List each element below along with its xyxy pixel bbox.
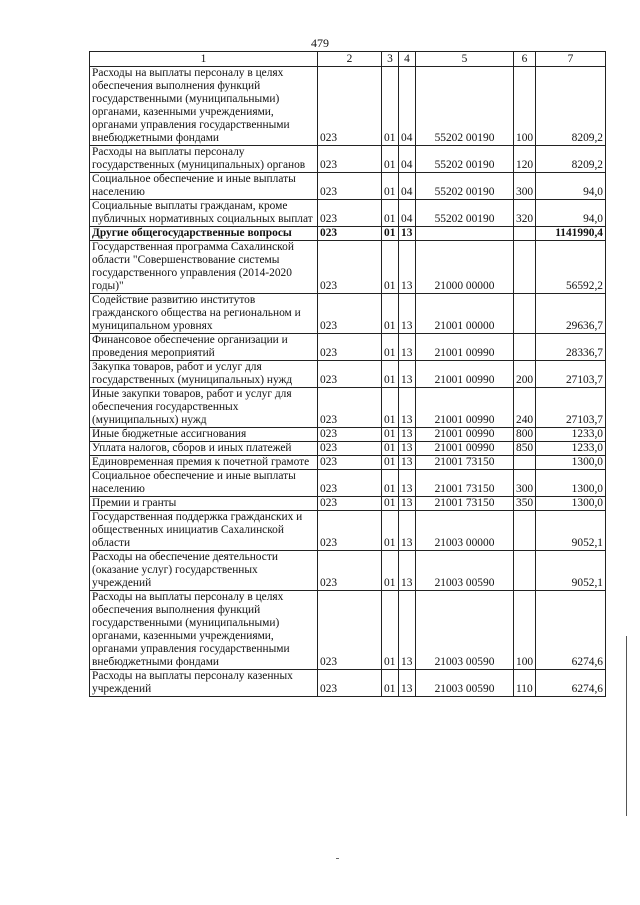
row-subsection-cell: 13 <box>399 551 416 591</box>
row-subsection-cell: 13 <box>399 388 416 428</box>
row-target-article-cell: 21001 00990 <box>416 361 514 388</box>
row-name-cell: Уплата налогов, сборов и иных платежей <box>90 442 318 456</box>
row-subsection-cell: 04 <box>399 146 416 173</box>
header-col-3: 3 <box>382 52 399 67</box>
row-ministry-code-cell: 023 <box>318 442 382 456</box>
row-amount-cell: 6274,6 <box>536 591 606 670</box>
row-target-article-cell <box>416 227 514 241</box>
table-row <box>90 591 606 670</box>
row-name-cell: Премии и гранты <box>90 497 318 511</box>
row-expense-type-cell: 850 <box>514 442 536 456</box>
row-ministry-code-cell: 023 <box>318 591 382 670</box>
row-ministry-code-cell: 023 <box>318 456 382 470</box>
row-expense-type-cell <box>514 334 536 361</box>
row-name-cell: Иные бюджетные ассигнования <box>90 428 318 442</box>
table-row <box>90 456 606 470</box>
row-target-article-cell: 21001 73150 <box>416 456 514 470</box>
header-col-6: 6 <box>514 52 536 67</box>
row-name-cell: Содействие развитию институтов гражданского общества на региональном и муниципальном уровнях <box>90 294 318 334</box>
row-amount-cell: 1300,0 <box>536 497 606 511</box>
row-target-article-cell: 21000 00000 <box>416 241 514 294</box>
header-col-1: 1 <box>90 52 318 67</box>
row-amount-cell: 94,0 <box>536 173 606 200</box>
row-name-cell: Государственная поддержка гражданских и общественных инициатив Сахалинской области <box>90 511 318 551</box>
row-target-article-cell: 21001 73150 <box>416 470 514 497</box>
row-target-article-cell: 21003 00000 <box>416 511 514 551</box>
row-ministry-code-cell: 023 <box>318 294 382 334</box>
row-section-cell: 01 <box>382 511 399 551</box>
row-expense-type-cell: 350 <box>514 497 536 511</box>
row-expense-type-cell: 110 <box>514 670 536 697</box>
row-amount-cell: 9052,1 <box>536 551 606 591</box>
row-section-cell: 01 <box>382 67 399 146</box>
row-expense-type-cell <box>514 294 536 334</box>
table-row <box>90 470 606 497</box>
row-section-cell: 01 <box>382 294 399 334</box>
table-row <box>90 388 606 428</box>
row-name-cell: Другие общегосударственные вопросы <box>90 227 318 241</box>
row-subsection-cell: 13 <box>399 227 416 241</box>
row-subsection-cell: 13 <box>399 428 416 442</box>
row-amount-cell: 8209,2 <box>536 67 606 146</box>
budget-table-body <box>90 52 606 697</box>
row-expense-type-cell <box>514 511 536 551</box>
row-expense-type-cell: 200 <box>514 361 536 388</box>
table-row <box>90 428 606 442</box>
row-target-article-cell: 55202 00190 <box>416 146 514 173</box>
row-subsection-cell: 13 <box>399 470 416 497</box>
row-ministry-code-cell: 023 <box>318 146 382 173</box>
row-name-cell: Расходы на выплаты персоналу казенных учреждений <box>90 670 318 697</box>
row-expense-type-cell: 240 <box>514 388 536 428</box>
row-subsection-cell: 13 <box>399 670 416 697</box>
row-section-cell: 01 <box>382 173 399 200</box>
row-name-cell: Государственная программа Сахалинской области "Совершенствование системы государственного управления (2014-2020 годы)" <box>90 241 318 294</box>
row-target-article-cell: 21001 00990 <box>416 442 514 456</box>
table-row <box>90 551 606 591</box>
row-name-cell: Расходы на выплаты персоналу в целях обеспечения выполнения функций государственными (муниципальными) органами, казенными учреждениями, органами управления государственными внебюджетными фондами <box>90 591 318 670</box>
row-amount-cell: 1233,0 <box>536 442 606 456</box>
row-expense-type-cell: 300 <box>514 173 536 200</box>
header-col-7: 7 <box>536 52 606 67</box>
row-amount-cell: 8209,2 <box>536 146 606 173</box>
table-row <box>90 227 606 241</box>
row-subsection-cell: 13 <box>399 334 416 361</box>
row-section-cell: 01 <box>382 470 399 497</box>
row-section-cell: 01 <box>382 361 399 388</box>
row-name-cell: Иные закупки товаров, работ и услуг для обеспечения государственных (муниципальных) нужд <box>90 388 318 428</box>
row-ministry-code-cell: 023 <box>318 511 382 551</box>
table-row <box>90 200 606 227</box>
row-ministry-code-cell: 023 <box>318 670 382 697</box>
row-section-cell: 01 <box>382 442 399 456</box>
table-row <box>90 173 606 200</box>
row-ministry-code-cell: 023 <box>318 227 382 241</box>
table-row <box>90 334 606 361</box>
row-target-article-cell: 55202 00190 <box>416 67 514 146</box>
table-row <box>90 511 606 551</box>
table-row <box>90 146 606 173</box>
row-section-cell: 01 <box>382 200 399 227</box>
row-subsection-cell: 13 <box>399 591 416 670</box>
row-subsection-cell: 13 <box>399 294 416 334</box>
row-section-cell: 01 <box>382 334 399 361</box>
table-row <box>90 67 606 146</box>
row-amount-cell: 27103,7 <box>536 361 606 388</box>
row-section-cell: 01 <box>382 227 399 241</box>
row-ministry-code-cell: 023 <box>318 241 382 294</box>
row-target-article-cell: 21001 00990 <box>416 388 514 428</box>
row-subsection-cell: 04 <box>399 173 416 200</box>
row-expense-type-cell <box>514 241 536 294</box>
table-row <box>90 361 606 388</box>
row-ministry-code-cell: 023 <box>318 388 382 428</box>
row-subsection-cell: 04 <box>399 200 416 227</box>
row-expense-type-cell <box>514 551 536 591</box>
row-ministry-code-cell: 023 <box>318 497 382 511</box>
row-ministry-code-cell: 023 <box>318 470 382 497</box>
row-expense-type-cell: 100 <box>514 67 536 146</box>
row-amount-cell: 9052,1 <box>536 511 606 551</box>
row-section-cell: 01 <box>382 388 399 428</box>
row-name-cell: Расходы на выплаты персоналу государственных (муниципальных) органов <box>90 146 318 173</box>
row-amount-cell: 1141990,4 <box>536 227 606 241</box>
table-row <box>90 241 606 294</box>
page-number: 479 <box>311 36 329 50</box>
row-amount-cell: 56592,2 <box>536 241 606 294</box>
table-row <box>90 442 606 456</box>
row-expense-type-cell: 120 <box>514 146 536 173</box>
row-section-cell: 01 <box>382 670 399 697</box>
budget-table <box>89 51 606 697</box>
row-name-cell: Социальные выплаты гражданам, кроме публичных нормативных социальных выплат <box>90 200 318 227</box>
row-ministry-code-cell: 023 <box>318 200 382 227</box>
footer-mark <box>336 858 339 859</box>
row-ministry-code-cell: 023 <box>318 173 382 200</box>
row-ministry-code-cell: 023 <box>318 428 382 442</box>
header-col-4: 4 <box>399 52 416 67</box>
row-target-article-cell: 21003 00590 <box>416 591 514 670</box>
row-name-cell: Социальное обеспечение и иные выплаты населению <box>90 173 318 200</box>
row-target-article-cell: 55202 00190 <box>416 173 514 200</box>
margin-line <box>626 636 627 816</box>
row-subsection-cell: 13 <box>399 442 416 456</box>
row-amount-cell: 1300,0 <box>536 456 606 470</box>
row-name-cell: Социальное обеспечение и иные выплаты населению <box>90 470 318 497</box>
row-expense-type-cell: 800 <box>514 428 536 442</box>
row-subsection-cell: 13 <box>399 456 416 470</box>
header-col-2: 2 <box>318 52 382 67</box>
row-amount-cell: 28336,7 <box>536 334 606 361</box>
row-ministry-code-cell: 023 <box>318 334 382 361</box>
row-section-cell: 01 <box>382 428 399 442</box>
row-section-cell: 01 <box>382 591 399 670</box>
row-subsection-cell: 13 <box>399 511 416 551</box>
table-row <box>90 497 606 511</box>
row-amount-cell: 1233,0 <box>536 428 606 442</box>
row-target-article-cell: 21003 00590 <box>416 551 514 591</box>
row-section-cell: 01 <box>382 146 399 173</box>
row-section-cell: 01 <box>382 241 399 294</box>
row-subsection-cell: 04 <box>399 67 416 146</box>
row-target-article-cell: 21001 00990 <box>416 334 514 361</box>
table-row <box>90 294 606 334</box>
row-subsection-cell: 13 <box>399 241 416 294</box>
row-subsection-cell: 13 <box>399 497 416 511</box>
row-expense-type-cell: 320 <box>514 200 536 227</box>
row-target-article-cell: 55202 00190 <box>416 200 514 227</box>
row-target-article-cell: 21003 00590 <box>416 670 514 697</box>
row-expense-type-cell: 300 <box>514 470 536 497</box>
row-amount-cell: 94,0 <box>536 200 606 227</box>
table-row <box>90 670 606 697</box>
row-amount-cell: 29636,7 <box>536 294 606 334</box>
row-expense-type-cell: 100 <box>514 591 536 670</box>
row-name-cell: Закупка товаров, работ и услуг для государственных (муниципальных) нужд <box>90 361 318 388</box>
header-col-5: 5 <box>416 52 514 67</box>
row-name-cell: Расходы на обеспечение деятельности (оказание услуг) государственных учреждений <box>90 551 318 591</box>
row-amount-cell: 27103,7 <box>536 388 606 428</box>
row-name-cell: Единовременная премия к почетной грамоте <box>90 456 318 470</box>
row-expense-type-cell <box>514 456 536 470</box>
row-amount-cell: 1300,0 <box>536 470 606 497</box>
row-section-cell: 01 <box>382 551 399 591</box>
row-ministry-code-cell: 023 <box>318 67 382 146</box>
row-target-article-cell: 21001 00000 <box>416 294 514 334</box>
row-name-cell: Финансовое обеспечение организации и проведения мероприятий <box>90 334 318 361</box>
row-target-article-cell: 21001 00990 <box>416 428 514 442</box>
row-subsection-cell: 13 <box>399 361 416 388</box>
row-expense-type-cell <box>514 227 536 241</box>
row-ministry-code-cell: 023 <box>318 551 382 591</box>
table-header-row <box>90 52 606 67</box>
row-amount-cell: 6274,6 <box>536 670 606 697</box>
row-target-article-cell: 21001 73150 <box>416 497 514 511</box>
row-ministry-code-cell: 023 <box>318 361 382 388</box>
row-name-cell: Расходы на выплаты персоналу в целях обеспечения выполнения функций государственными (муниципальными) органами, казенными учреждениями, органами управления государственными внебюджетными фондами <box>90 67 318 146</box>
row-section-cell: 01 <box>382 456 399 470</box>
row-section-cell: 01 <box>382 497 399 511</box>
